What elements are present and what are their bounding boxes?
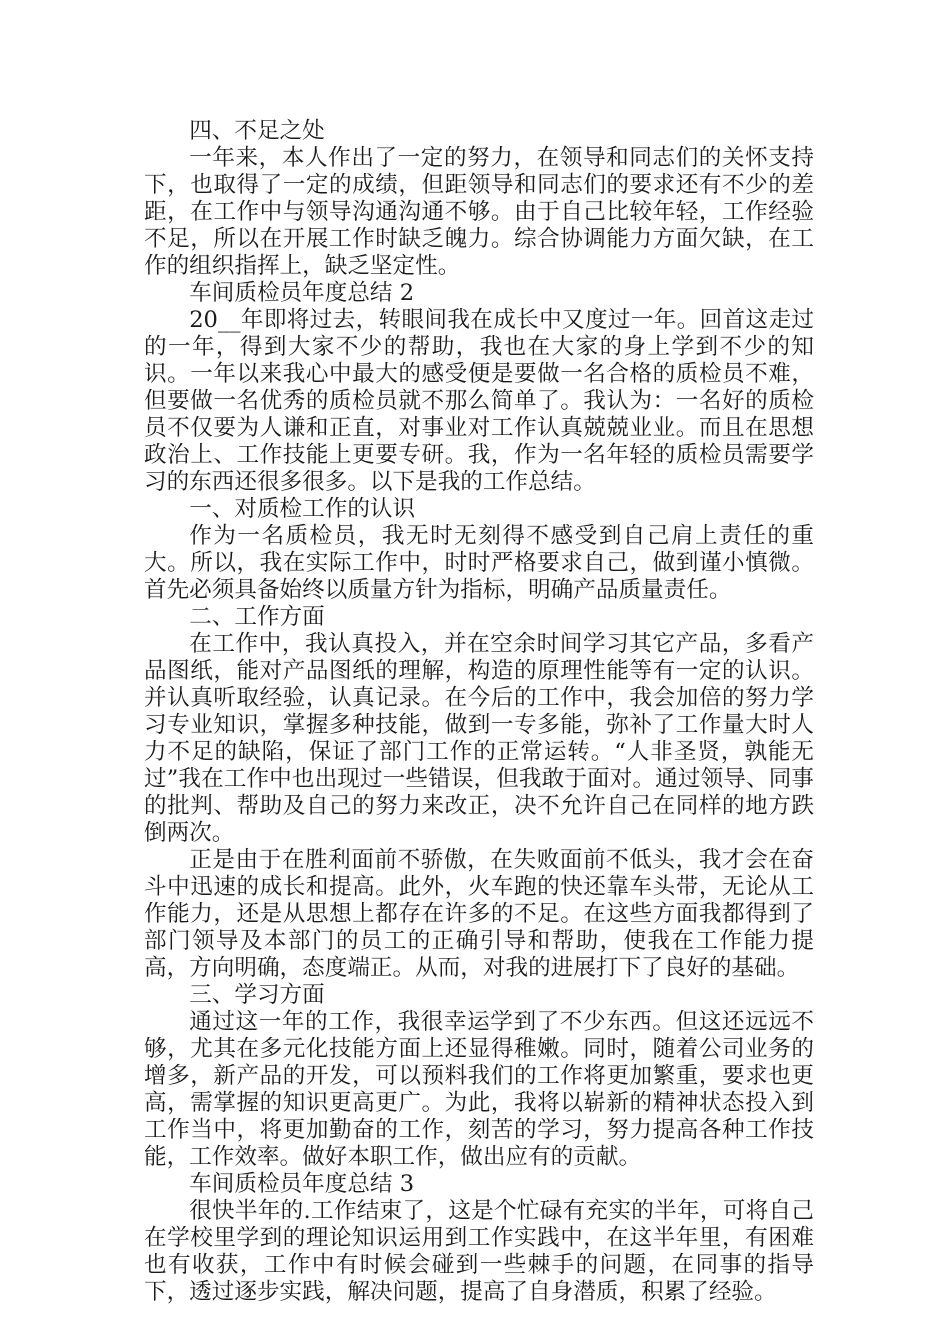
paragraph: 通过这一年的工作，我很幸运学到了不少东西。但这还远远不够，尤其在多元化技能方面上还显得稚嫩。同时，随着公司业务的增多，新产品的开发，可以预料我们的工作将更加繁重，要求也更高，需掌握的知识更高更广。为此，我将以崭新的精神状态投入到工作当中，将更加勤奋的工作，刻苦的学习，努力提高各种工作技能，工作效率。做好本职工作，做出应有的贡献。 — [144, 1009, 814, 1170]
document-title-3: 车间质检员年度总结 3 — [189, 1171, 415, 1197]
section-heading-work: 二、工作方面 — [189, 604, 325, 630]
paragraph: 20__年即将过去，转眼间我在成长中又度过一年。回首这走过的一年，得到大家不少的帮助，我也在大家的身上学到不少的知识。一年以来我心中最大的感受便是要做一名合格的质检员不难，但要做一名优秀的质检员就不那么简单了。我认为：一名好的质检员不仅要为人谦和正直，对事业对工作认真兢兢业业。而且在思想政治上、工作技能上更要专研。我，作为一名年轻的质检员需要学习的东西还很多很多。以下是我的工作总结。 — [144, 307, 814, 495]
section-heading-understanding: 一、对质检工作的认识 — [189, 496, 416, 522]
section-heading-shortcomings: 四、不足之处 — [189, 118, 325, 144]
document-page — [144, 118, 814, 1306]
paragraph: 很快半年的.工作结束了，这是个忙碌有充实的半年，可将自己在学校里学到的理论知识运用到工作实践中，在这半年里，有困难也有收获，工作中有时候会碰到一些棘手的问题，在同事的指导下，透过逐步实践，解决问题，提高了自身潜质，积累了经验。 — [144, 1198, 814, 1305]
paragraph: 一年来，本人作出了一定的努力，在领导和同志们的关怀支持下，也取得了一定的成绩，但距领导和同志们的要求还有不少的差距，在工作中与领导沟通沟通不够。由于自己比较年轻，工作经验不足，所以在开展工作时缺乏魄力。综合协调能力方面欠缺，在工作的组织指挥上，缺乏坚定性。 — [144, 145, 814, 279]
section-heading-study: 三、学习方面 — [189, 982, 325, 1008]
paragraph: 在工作中，我认真投入，并在空余时间学习其它产品，多看产品图纸，能对产品图纸的理解，构造的原理性能等有一定的认识。并认真听取经验，认真记录。在今后的工作中，我会加倍的努力学习专业知识，掌握多种技能，做到一专多能，弥补了工作量大时人力不足的缺陷，保证了部门工作的正常运转。“人非圣贤，孰能无过”我在工作中也出现过一些错误，但我敢于面对。通过领导、同事的批判、帮助及自己的努力来改正，决不允许自己在同样的地方跌倒两次。 — [144, 631, 814, 846]
paragraph: 正是由于在胜利面前不骄傲，在失败面前不低头，我才会在奋斗中迅速的成长和提高。此外，火车跑的快还靠车头带，无论从工作能力，还是从思想上都存在许多的不足。在这些方面我都得到了部门领导及本部门的员工的正确引导和帮助，使我在工作能力提高，方向明确，态度端正。从而，对我的进展打下了良好的基础。 — [144, 847, 814, 981]
document-title-2: 车间质检员年度总结 2 — [189, 280, 415, 306]
paragraph: 作为一名质检员，我无时无刻得不感受到自己肩上责任的重大。所以，我在实际工作中，时时严格要求自己，做到谨小慎微。首先必须具备始终以质量方针为指标，明确产品质量责任。 — [144, 523, 814, 603]
